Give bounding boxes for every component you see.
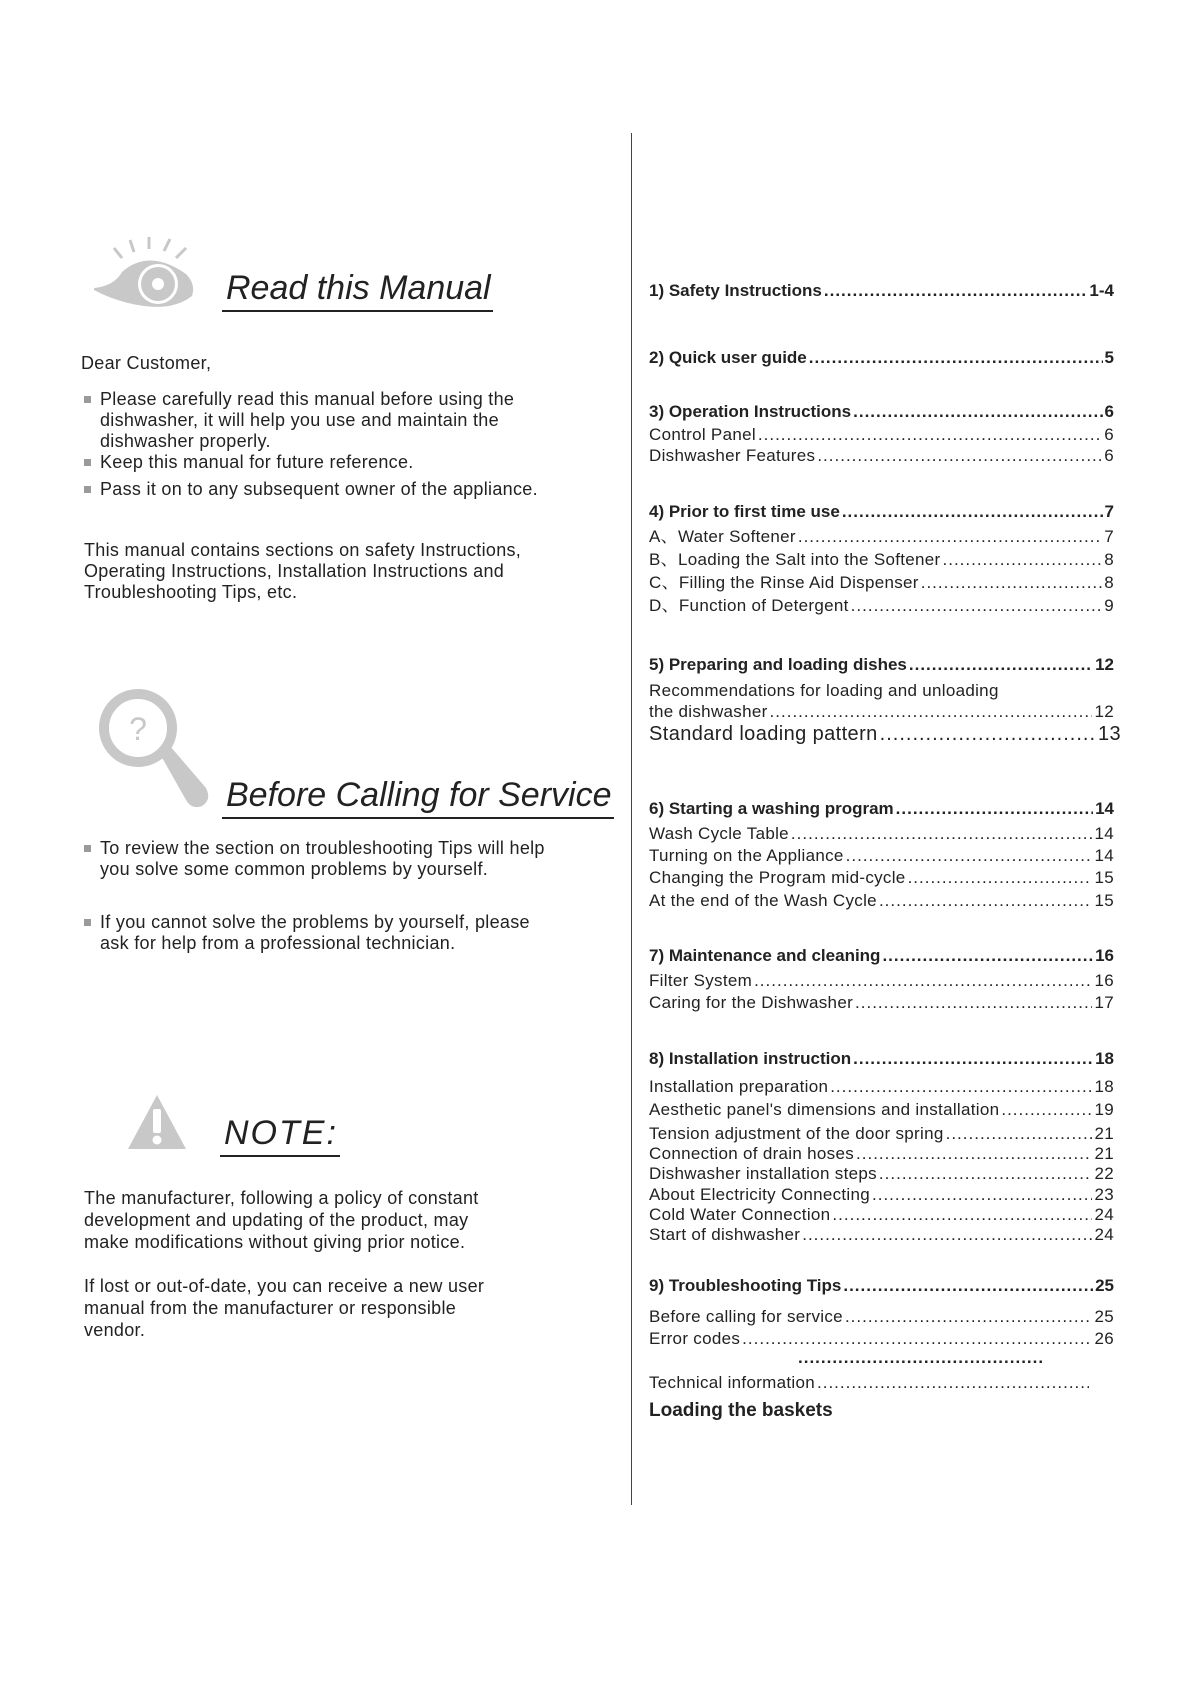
bullet-square-icon [84, 486, 91, 493]
toc-item[interactable]: Cold Water Connection ..... 24 [649, 1204, 1114, 1226]
toc-item[interactable]: Turning on the Appliance ..... 14 [649, 845, 1114, 867]
note-paragraph-2: If lost or out-of-date, you can receive a new user manual from the manufacturer or responsible vendor. [84, 1276, 485, 1340]
list-item: If you cannot solve the problems by yourself, please ask for help from a professional technician. [84, 912, 540, 954]
toc-item[interactable]: Error codes ..... 26 [649, 1328, 1114, 1350]
column-divider [631, 133, 632, 1505]
list-item: Please carefully read this manual before using the dishwasher, it will help you use and maintain the dishwasher properly. [84, 389, 554, 452]
manual-summary: This manual contains sections on safety Instructions, Operating Instructions, Installation Instructions and Troubleshooting Tips, etc. [84, 540, 522, 602]
magnifier-question-icon [98, 688, 214, 812]
toc-item[interactable]: B、Loading the Salt into the Softener ..... 8 [649, 549, 1114, 571]
toc-section-2[interactable]: 2) Quick user guide ..... 5 [649, 347, 1114, 369]
note-paragraph-1: The manufacturer, following a policy of constant development and updating of the product, may make modifications without giving prior notice. [84, 1188, 479, 1252]
service-bullets [84, 838, 574, 960]
toc-item[interactable]: Caring for the Dishwasher ..... 17 [649, 992, 1114, 1014]
toc-item[interactable]: Control Panel ..... 6 [649, 424, 1114, 446]
toc-section-4[interactable]: 4) Prior to first time use ..... 7 [649, 501, 1114, 523]
toc-item[interactable]: Before calling for service ..... 25 [649, 1306, 1114, 1328]
svg-text:?: ? [129, 711, 147, 747]
toc-item[interactable]: Changing the Program mid-cycle ..... 15 [649, 867, 1114, 889]
toc-section-3[interactable]: 3) Operation Instructions ..... 6 [649, 401, 1114, 423]
toc-item[interactable]: Aesthetic panel's dimensions and installation ..... 19 [649, 1099, 1114, 1121]
toc-item[interactable]: Tension adjustment of the door spring ..... 21 [649, 1123, 1114, 1145]
list-item: Pass it on to any subsequent owner of the appliance. [84, 479, 554, 500]
toc-item[interactable]: At the end of the Wash Cycle ..... 15 [649, 890, 1114, 912]
list-item: Keep this manual for future reference. [84, 452, 554, 473]
toc-section-6[interactable]: 6) Starting a washing program ..... 14 [649, 798, 1114, 820]
toc-item[interactable]: Technical information ..... [649, 1372, 1091, 1394]
toc-item[interactable]: Installation preparation ..... 18 [649, 1076, 1114, 1098]
service-heading: Before Calling for Service [222, 775, 614, 819]
toc-section-7[interactable]: 7) Maintenance and cleaning ..... 16 [649, 945, 1114, 967]
toc-section-8[interactable]: 8) Installation instruction ..... 18 [649, 1048, 1114, 1070]
toc-item[interactable]: Wash Cycle Table ..... 14 [649, 823, 1114, 845]
toc-section-1[interactable]: 1) Safety Instructions ..... 1-4 [649, 280, 1114, 302]
read-manual-bullets [84, 389, 554, 506]
greeting: Dear Customer, [81, 353, 212, 373]
bullet-square-icon [84, 396, 91, 403]
toc-item[interactable]: C、Filling the Rinse Aid Dispenser ..... 8 [649, 572, 1114, 594]
toc-item[interactable]: D、Function of Detergent ..... 9 [649, 595, 1114, 617]
toc-section-5[interactable]: 5) Preparing and loading dishes ..... 12 [649, 654, 1114, 676]
toc-section-9[interactable]: 9) Troubleshooting Tips ..... 25 [649, 1275, 1114, 1297]
list-item: To review the section on troubleshooting Tips will help you solve some common problems by yourself. [84, 838, 574, 880]
eye-icon [94, 234, 224, 314]
toc-item[interactable]: About Electricity Connecting ..... 23 [649, 1184, 1114, 1206]
toc-item: Recommendations for loading and unloading [649, 681, 999, 700]
read-manual-heading: Read this Manual [222, 268, 493, 312]
toc-item[interactable]: Standard loading pattern ..... 13 [649, 723, 1121, 745]
toc-item[interactable]: Dishwasher Features ..... 6 [649, 445, 1114, 467]
toc-loading-baskets[interactable]: Loading the baskets [649, 1400, 833, 1421]
toc-item[interactable]: the dishwasher ..... 12 [649, 701, 1114, 723]
bullet-square-icon [84, 919, 91, 926]
note-heading: NOTE: [220, 1113, 340, 1157]
toc-item[interactable]: Dishwasher installation steps ..... 22 [649, 1163, 1114, 1185]
toc-leader-dots: ........................................... [798, 1348, 1045, 1367]
warning-triangle-icon [126, 1093, 188, 1151]
toc-item[interactable]: A、Water Softener ..... 7 [649, 526, 1114, 548]
bullet-square-icon [84, 845, 91, 852]
toc-item[interactable]: Start of dishwasher ..... 24 [649, 1224, 1114, 1246]
toc-item[interactable]: Connection of drain hoses ..... 21 [649, 1143, 1114, 1165]
bullet-square-icon [84, 459, 91, 466]
toc-item[interactable]: Filter System ..... 16 [649, 970, 1114, 992]
